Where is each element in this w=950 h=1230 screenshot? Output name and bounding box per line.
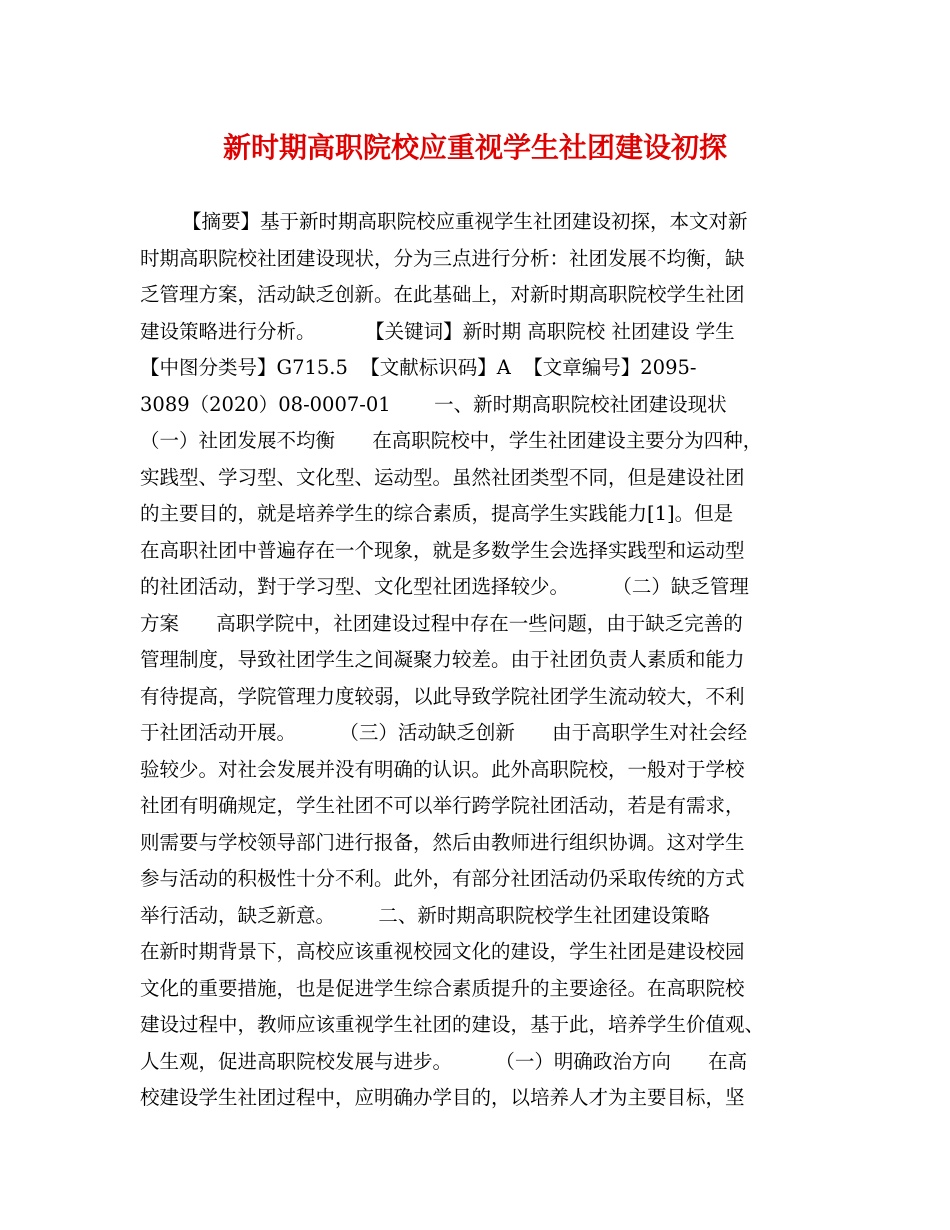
document-body [140, 204, 820, 1117]
text-line: 于社团活动开展。 （三）活动缺乏创新 由于高职学生对社会经 [140, 721, 748, 744]
text-line: 乏管理方案，活动缺乏创新。在此基础上，对新时期高职院校学生社团 [140, 283, 745, 306]
text-line: 验较少。对社会发展并没有明确的认识。此外高职院校，一般对于学校 [140, 757, 745, 781]
text-line: 则需要与学校领导部门进行报备，然后由教师进行组织协调。这对学生 [140, 830, 745, 854]
text-line: 举行活动，缺乏新意。 二、新时期高职院校学生社团建设策略 [140, 903, 710, 927]
text-line: 管理制度，导致社团学生之间凝聚力较差。由于社团负责人素质和能力 [140, 648, 745, 671]
text-line: 【中图分类号】G715.5 【文献标识码】A 【文章编号】2095- [140, 356, 697, 379]
text-line: 实践型、学习型、文化型、运动型。虽然社团类型不同，但是建设社团 [140, 465, 745, 489]
text-line: 人生观，促进高职院校发展与进步。 （一）明确政治方向 在高 [140, 1049, 748, 1073]
text-line: 时期高职院校社团建设现状，分为三点进行分析：社团发展不均衡，缺 [140, 246, 745, 270]
text-line: 有待提高，学院管理力度较弱，以此导致学院社团学生流动较大，不利 [140, 684, 745, 708]
text-line: 的主要目的，就是培养学生的综合素质，提高学生实践能力[1]。但是 [140, 502, 734, 525]
text-line: 建设过程中，教师应该重视学生社团的建设，基于此，培养学生价值观、 [140, 1013, 765, 1036]
text-line: 方案 高职学院中，社团建设过程中存在一些问题，由于缺乏完善的 [140, 611, 743, 635]
text-line: 3089（2020）08-0007-01 一、新时期高职院校社团建设现状 [140, 392, 727, 416]
text-line: 在高职社团中普遍存在一个现象，就是多数学生会选择实践型和运动型 [140, 538, 745, 562]
text-line: 校建设学生社团过程中，应明确办学目的，以培养人才为主要目标，坚 [140, 1086, 745, 1109]
document-title: 新时期高职院校应重视学生社团建设初探 [222, 131, 727, 164]
text-line: 参与活动的积极性十分不利。此外，有部分社团活动仍采取传统的方式 [140, 867, 745, 890]
text-line: 文化的重要措施，也是促进学生综合素质提升的主要途径。在高职院校 [140, 976, 745, 1000]
text-line: 社团有明确规定，学生社团不可以举行跨学院社团活动，若是有需求， [140, 794, 745, 817]
text-line: 的社团活动，對于学习型、文化型社团选择较少。 （二）缺乏管理 [140, 575, 749, 598]
text-line: 建设策略进行分析。 【关键词】新时期 高职院校 社团建设 学生 [140, 319, 735, 343]
text-line: 在新时期背景下，高校应该重视校园文化的建设，学生社团是建设校园 [140, 940, 745, 963]
text-line: 【摘要】基于新时期高职院校应重视学生社团建设初探，本文对新 [182, 210, 748, 233]
text-line: （一）社团发展不均衡 在高职院校中，学生社团建设主要分为四种， [140, 429, 763, 452]
